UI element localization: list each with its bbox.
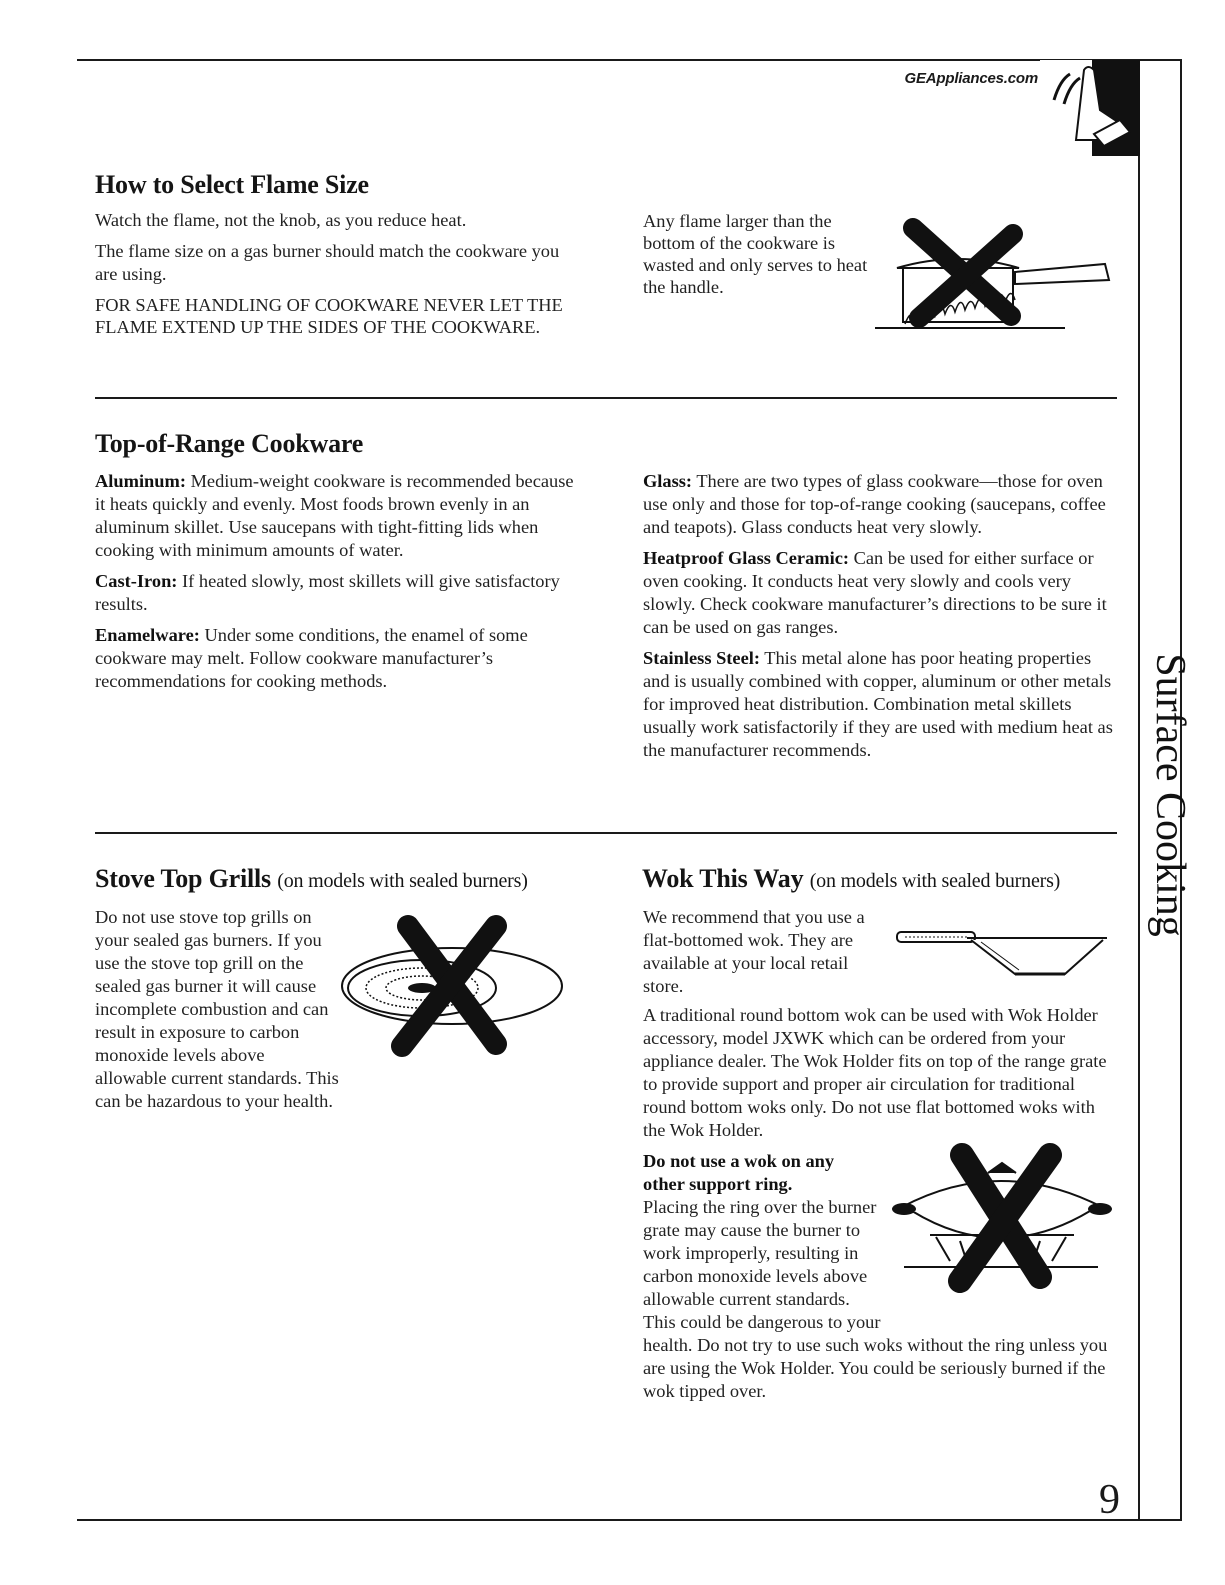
top-rule	[77, 59, 1181, 61]
cookware-cast-iron: Cast-Iron: If heated slowly, most skillets will give satisfactory results.	[95, 571, 560, 614]
cookware-enamelware: Enamelware: Under some conditions, the enamel of some cookware may melt. Follow cookware manufacturer’s recommendations for cooking methods.	[95, 625, 528, 691]
wok-warning-text: Placing the ring over the burner grate may cause the burner to work improperly, resulting in carbon monoxide levels above allowable current standards. This could be dangerous to your health. Do not try to use such woks without the ring unless you are using the Wok Holder. You could be seriously burned if the wok tipped over.	[643, 1196, 1121, 1403]
page-number: 9	[1099, 1477, 1120, 1523]
side-tab-title: Surface Cooking	[1147, 653, 1193, 937]
cookware-aluminum: Aluminum: Medium-weight cookware is recommended because it heats quickly and evenly. Most foods brown evenly in an aluminum skillet. Use saucepans with tight-fitting lids when cooking with minimum amounts of water.	[95, 471, 574, 560]
wok-title: Wok This Way	[642, 864, 804, 893]
cookware-stainless-steel: Stainless Steel: This metal alone has poor heating properties and is usually combined with copper, aluminum or other metals for improved heat distribution. Combination metal skillets usually work satisfactorily if they are used with medium heat as the manufacturer recommends.	[643, 648, 1113, 760]
wok-on-ring-crossed-icon	[890, 1145, 1120, 1295]
flame-size-warning: FOR SAFE HANDLING OF COOKWARE NEVER LET THE FLAME EXTEND UP THE SIDES OF THE COOKWARE.	[95, 295, 563, 337]
grills-subtitle: (on models with sealed burners)	[277, 870, 528, 892]
divider-1	[95, 397, 1117, 399]
wok-warning-title: Do not use a wok on any other support ring.	[643, 1151, 835, 1194]
saucepan-flame-crossed-icon	[875, 220, 1115, 340]
flame-size-para2: The flame size on a gas burner should match the cookware you are using.	[95, 241, 560, 284]
flame-size-para1: Watch the flame, not the knob, as you reduce heat.	[95, 210, 467, 230]
wok-heading	[642, 864, 1060, 894]
flat-bottomed-wok-icon	[895, 922, 1115, 982]
cookware-glass: Glass: There are two types of glass cookware—those for oven use only and those for top-of-range cooking (saucepans, coffee and teapots). Glass conducts heat very slowly.	[643, 471, 1106, 537]
grills-heading	[95, 864, 528, 894]
stove-top-grill-crossed-icon	[340, 920, 570, 1060]
cookware-right-column	[643, 470, 1121, 770]
flame-size-heading: How to Select Flame Size	[95, 170, 369, 199]
website-url: GEAppliances.com	[904, 70, 1038, 87]
wok-subtitle: (on models with sealed burners)	[809, 870, 1061, 892]
wok-para2: A traditional round bottom wok can be used with Wok Holder accessory, model JXWK which can be ordered from your appliance dealer. The Wok Holder fits on top of the range grate to provide support and proper air circulation for traditional round bottom woks only. Do not use flat bottomed woks with the Wok Holder.	[643, 1005, 1107, 1140]
grills-title: Stove Top Grills	[95, 864, 271, 893]
cookware-heading: Top-of-Range Cookware	[95, 429, 364, 458]
cookware-left-column	[95, 470, 575, 701]
hand-pressing-knob-icon	[1040, 60, 1140, 156]
flame-size-text	[95, 209, 565, 346]
bottom-rule	[77, 1519, 1181, 1521]
wok-intro: We recommend that you use a flat-bottomed wok. They are available at your local retail store.	[643, 907, 865, 996]
tab-left-rule	[1138, 156, 1140, 1521]
divider-2	[95, 832, 1117, 834]
grills-text: Do not use stove top grills on your sealed gas burners. If you use the stove top grill on the sealed gas burner it will cause incomplete combustion and can result in exposure to carbon monoxide levels above allowable current standards. This can be hazardous to your health.	[95, 907, 339, 1111]
cookware-glass-ceramic: Heatproof Glass Ceramic: Can be used for either surface or oven cooking. It conducts heat very slowly and cools very slowly. Check cookware manufacturer’s directions to be sure it can be used on gas ranges.	[643, 548, 1107, 637]
flame-size-side-note: Any flame larger than the bottom of the cookware is wasted and only serves to heat the handle.	[643, 211, 868, 297]
